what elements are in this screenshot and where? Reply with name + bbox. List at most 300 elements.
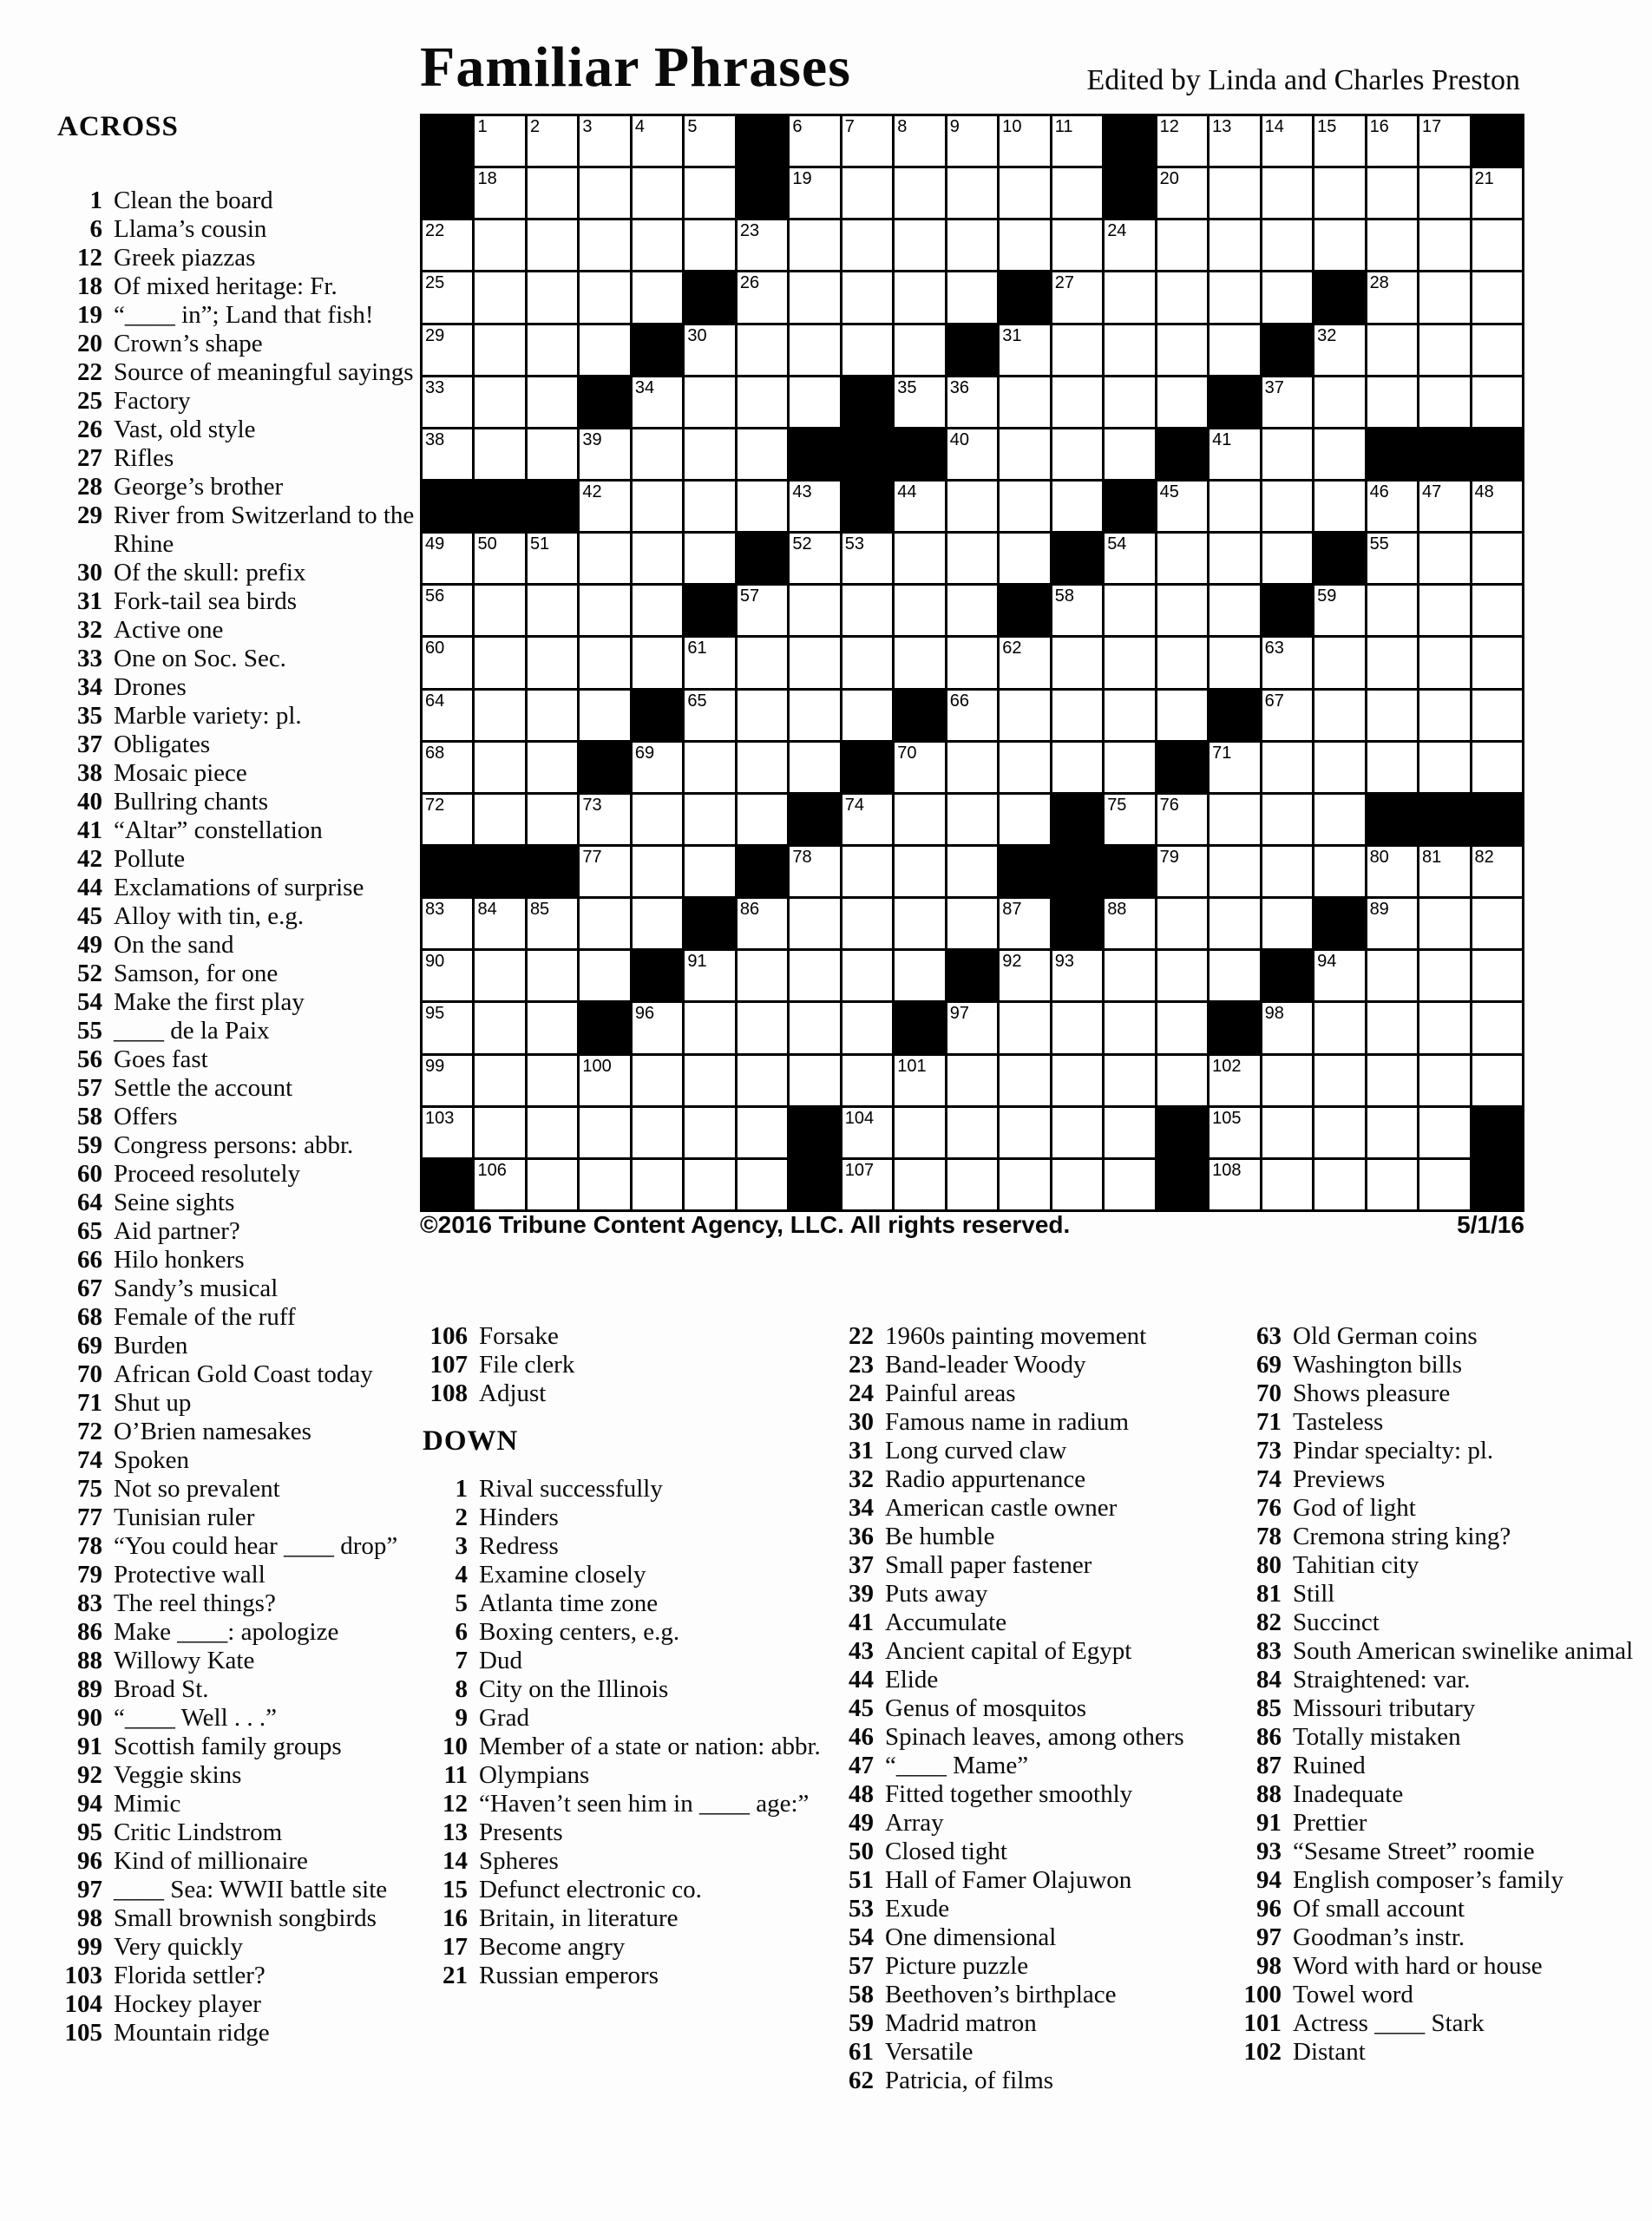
- grid-cell[interactable]: [528, 1160, 577, 1209]
- grid-cell[interactable]: [1157, 377, 1207, 427]
- grid-cell[interactable]: [1472, 272, 1522, 322]
- grid-cell[interactable]: [1105, 743, 1154, 792]
- grid-cell[interactable]: [738, 1003, 787, 1052]
- grid-cell[interactable]: [685, 325, 734, 375]
- grid-cell[interactable]: [947, 847, 997, 896]
- grid-cell[interactable]: [1367, 638, 1417, 687]
- grid-cell[interactable]: [1157, 691, 1207, 740]
- grid-cell[interactable]: [1105, 951, 1154, 1000]
- grid-cell[interactable]: [947, 1160, 997, 1209]
- grid-cell[interactable]: [895, 482, 944, 531]
- grid-cell[interactable]: [1419, 377, 1469, 427]
- grid-cell[interactable]: [1472, 743, 1522, 792]
- grid-cell[interactable]: [738, 795, 787, 844]
- grid-cell[interactable]: [475, 116, 524, 166]
- grid-cell[interactable]: [1472, 377, 1522, 427]
- grid-cell[interactable]: [738, 220, 787, 270]
- grid-cell[interactable]: [947, 795, 997, 844]
- grid-cell[interactable]: [475, 1108, 524, 1157]
- grid-cell[interactable]: [528, 743, 577, 792]
- grid-cell[interactable]: [685, 168, 734, 218]
- grid-cell[interactable]: [790, 586, 839, 635]
- grid-cell[interactable]: [738, 325, 787, 375]
- grid-cell[interactable]: [1262, 116, 1312, 166]
- grid-cell[interactable]: [1210, 168, 1259, 218]
- grid-cell[interactable]: [1105, 1056, 1154, 1105]
- grid-cell[interactable]: [1419, 482, 1469, 531]
- grid-cell[interactable]: [1314, 743, 1364, 792]
- grid-cell[interactable]: [423, 325, 472, 375]
- grid-cell[interactable]: [1157, 116, 1207, 166]
- grid-cell[interactable]: [580, 795, 629, 844]
- grid-cell[interactable]: [1052, 743, 1102, 792]
- grid-cell[interactable]: [738, 638, 787, 687]
- grid-cell[interactable]: [633, 429, 682, 479]
- grid-cell[interactable]: [1157, 899, 1207, 948]
- grid-cell[interactable]: [580, 1056, 629, 1105]
- grid-cell[interactable]: [790, 691, 839, 740]
- grid-cell[interactable]: [1472, 325, 1522, 375]
- grid-cell[interactable]: [1000, 482, 1049, 531]
- grid-cell[interactable]: [895, 220, 944, 270]
- grid-cell[interactable]: [842, 325, 892, 375]
- grid-cell[interactable]: [1105, 638, 1154, 687]
- grid-cell[interactable]: [738, 1160, 787, 1209]
- grid-cell[interactable]: [1105, 1108, 1154, 1157]
- grid-cell[interactable]: [580, 429, 629, 479]
- grid-cell[interactable]: [1105, 795, 1154, 844]
- grid-cell[interactable]: [895, 795, 944, 844]
- grid-cell[interactable]: [580, 586, 629, 635]
- grid-cell[interactable]: [895, 1108, 944, 1157]
- grid-cell[interactable]: [1157, 325, 1207, 375]
- grid-cell[interactable]: [738, 272, 787, 322]
- grid-cell[interactable]: [1262, 691, 1312, 740]
- grid-cell[interactable]: [1210, 272, 1259, 322]
- grid-cell[interactable]: [580, 951, 629, 1000]
- grid-cell[interactable]: [1367, 743, 1417, 792]
- grid-cell[interactable]: [1000, 691, 1049, 740]
- grid-cell[interactable]: [842, 272, 892, 322]
- grid-cell[interactable]: [1262, 377, 1312, 427]
- grid-cell[interactable]: [528, 534, 577, 583]
- grid-cell[interactable]: [842, 220, 892, 270]
- grid-cell[interactable]: [1210, 1108, 1259, 1157]
- grid-cell[interactable]: [947, 691, 997, 740]
- grid-cell[interactable]: [1105, 325, 1154, 375]
- grid-cell[interactable]: [895, 586, 944, 635]
- grid-cell[interactable]: [1000, 534, 1049, 583]
- grid-cell[interactable]: [1105, 377, 1154, 427]
- grid-cell[interactable]: [1314, 795, 1364, 844]
- grid-cell[interactable]: [633, 1160, 682, 1209]
- grid-cell[interactable]: [1419, 1108, 1469, 1157]
- grid-cell[interactable]: [947, 638, 997, 687]
- grid-cell[interactable]: [1210, 325, 1259, 375]
- grid-cell[interactable]: [528, 586, 577, 635]
- grid-cell[interactable]: [475, 1056, 524, 1105]
- grid-cell[interactable]: [842, 899, 892, 948]
- grid-cell[interactable]: [685, 691, 734, 740]
- grid-cell[interactable]: [1262, 534, 1312, 583]
- grid-cell[interactable]: [1367, 1056, 1417, 1105]
- grid-cell[interactable]: [633, 1056, 682, 1105]
- grid-cell[interactable]: [423, 220, 472, 270]
- grid-cell[interactable]: [790, 168, 839, 218]
- grid-cell[interactable]: [1105, 272, 1154, 322]
- grid-cell[interactable]: [1419, 691, 1469, 740]
- grid-cell[interactable]: [842, 691, 892, 740]
- grid-cell[interactable]: [842, 116, 892, 166]
- grid-cell[interactable]: [685, 116, 734, 166]
- grid-cell[interactable]: [1367, 272, 1417, 322]
- grid-cell[interactable]: [790, 116, 839, 166]
- grid-cell[interactable]: [1314, 220, 1364, 270]
- grid-cell[interactable]: [1105, 429, 1154, 479]
- grid-cell[interactable]: [790, 1003, 839, 1052]
- grid-cell[interactable]: [1262, 743, 1312, 792]
- grid-cell[interactable]: [1419, 325, 1469, 375]
- grid-cell[interactable]: [1367, 534, 1417, 583]
- grid-cell[interactable]: [895, 534, 944, 583]
- grid-cell[interactable]: [842, 1160, 892, 1209]
- grid-cell[interactable]: [1472, 168, 1522, 218]
- grid-cell[interactable]: [528, 272, 577, 322]
- grid-cell[interactable]: [423, 951, 472, 1000]
- grid-cell[interactable]: [738, 377, 787, 427]
- grid-cell[interactable]: [1210, 899, 1259, 948]
- grid-cell[interactable]: [528, 638, 577, 687]
- grid-cell[interactable]: [1314, 482, 1364, 531]
- grid-cell[interactable]: [1314, 1108, 1364, 1157]
- grid-cell[interactable]: [1314, 429, 1364, 479]
- grid-cell[interactable]: [790, 638, 839, 687]
- grid-cell[interactable]: [685, 1056, 734, 1105]
- grid-cell[interactable]: [1052, 429, 1102, 479]
- grid-cell[interactable]: [1262, 220, 1312, 270]
- grid-cell[interactable]: [423, 899, 472, 948]
- grid-cell[interactable]: [1419, 1160, 1469, 1209]
- grid-cell[interactable]: [1105, 220, 1154, 270]
- grid-cell[interactable]: [1419, 1056, 1469, 1105]
- grid-cell[interactable]: [685, 429, 734, 479]
- grid-cell[interactable]: [895, 1056, 944, 1105]
- grid-cell[interactable]: [1367, 482, 1417, 531]
- grid-cell[interactable]: [580, 899, 629, 948]
- grid-cell[interactable]: [1000, 377, 1049, 427]
- grid-cell[interactable]: [1052, 1003, 1102, 1052]
- grid-cell[interactable]: [1367, 168, 1417, 218]
- grid-cell[interactable]: [475, 1160, 524, 1209]
- grid-cell[interactable]: [1367, 1003, 1417, 1052]
- grid-cell[interactable]: [1367, 325, 1417, 375]
- grid-cell[interactable]: [1000, 795, 1049, 844]
- grid-cell[interactable]: [1157, 1056, 1207, 1105]
- grid-cell[interactable]: [1419, 168, 1469, 218]
- grid-cell[interactable]: [528, 1108, 577, 1157]
- grid-cell[interactable]: [790, 377, 839, 427]
- grid-cell[interactable]: [1052, 325, 1102, 375]
- grid-cell[interactable]: [842, 1003, 892, 1052]
- grid-cell[interactable]: [1157, 534, 1207, 583]
- grid-cell[interactable]: [528, 116, 577, 166]
- grid-cell[interactable]: [1367, 691, 1417, 740]
- grid-cell[interactable]: [1367, 899, 1417, 948]
- grid-cell[interactable]: [1210, 429, 1259, 479]
- grid-cell[interactable]: [1157, 638, 1207, 687]
- grid-cell[interactable]: [475, 220, 524, 270]
- grid-cell[interactable]: [947, 220, 997, 270]
- grid-cell[interactable]: [1419, 534, 1469, 583]
- grid-cell[interactable]: [1472, 534, 1522, 583]
- grid-cell[interactable]: [1000, 1160, 1049, 1209]
- grid-cell[interactable]: [895, 899, 944, 948]
- grid-cell[interactable]: [633, 586, 682, 635]
- grid-cell[interactable]: [1210, 482, 1259, 531]
- grid-cell[interactable]: [947, 899, 997, 948]
- grid-cell[interactable]: [1157, 482, 1207, 531]
- grid-cell[interactable]: [528, 429, 577, 479]
- grid-cell[interactable]: [1210, 951, 1259, 1000]
- grid-cell[interactable]: [580, 691, 629, 740]
- grid-cell[interactable]: [895, 377, 944, 427]
- grid-cell[interactable]: [1472, 482, 1522, 531]
- grid-cell[interactable]: [947, 377, 997, 427]
- grid-cell[interactable]: [895, 116, 944, 166]
- grid-cell[interactable]: [1210, 586, 1259, 635]
- grid-cell[interactable]: [1210, 1160, 1259, 1209]
- grid-cell[interactable]: [1262, 1056, 1312, 1105]
- grid-cell[interactable]: [423, 1108, 472, 1157]
- grid-cell[interactable]: [1210, 743, 1259, 792]
- grid-cell[interactable]: [1367, 586, 1417, 635]
- grid-cell[interactable]: [1052, 482, 1102, 531]
- grid-cell[interactable]: [790, 325, 839, 375]
- grid-cell[interactable]: [633, 847, 682, 896]
- grid-cell[interactable]: [1367, 116, 1417, 166]
- grid-cell[interactable]: [1052, 272, 1102, 322]
- grid-cell[interactable]: [1210, 847, 1259, 896]
- grid-cell[interactable]: [685, 847, 734, 896]
- grid-cell[interactable]: [633, 482, 682, 531]
- grid-cell[interactable]: [528, 325, 577, 375]
- grid-cell[interactable]: [1472, 691, 1522, 740]
- grid-cell[interactable]: [1262, 482, 1312, 531]
- grid-cell[interactable]: [842, 1108, 892, 1157]
- grid-cell[interactable]: [685, 534, 734, 583]
- grid-cell[interactable]: [1000, 429, 1049, 479]
- grid-cell[interactable]: [842, 847, 892, 896]
- grid-cell[interactable]: [475, 586, 524, 635]
- grid-cell[interactable]: [528, 1003, 577, 1052]
- grid-cell[interactable]: [1000, 1003, 1049, 1052]
- grid-cell[interactable]: [947, 482, 997, 531]
- grid-cell[interactable]: [1262, 272, 1312, 322]
- grid-cell[interactable]: [423, 272, 472, 322]
- grid-cell[interactable]: [1367, 377, 1417, 427]
- grid-cell[interactable]: [1419, 638, 1469, 687]
- grid-cell[interactable]: [1367, 847, 1417, 896]
- grid-cell[interactable]: [475, 899, 524, 948]
- grid-cell[interactable]: [738, 429, 787, 479]
- grid-cell[interactable]: [1419, 743, 1469, 792]
- grid-cell[interactable]: [1105, 1160, 1154, 1209]
- grid-cell[interactable]: [1419, 272, 1469, 322]
- grid-cell[interactable]: [475, 534, 524, 583]
- grid-cell[interactable]: [947, 534, 997, 583]
- grid-cell[interactable]: [685, 638, 734, 687]
- grid-cell[interactable]: [475, 951, 524, 1000]
- grid-cell[interactable]: [423, 1003, 472, 1052]
- grid-cell[interactable]: [895, 325, 944, 375]
- grid-cell[interactable]: [895, 272, 944, 322]
- grid-cell[interactable]: [1210, 1056, 1259, 1105]
- grid-cell[interactable]: [423, 638, 472, 687]
- grid-cell[interactable]: [895, 743, 944, 792]
- grid-cell[interactable]: [1105, 691, 1154, 740]
- grid-cell[interactable]: [1419, 1003, 1469, 1052]
- grid-cell[interactable]: [633, 272, 682, 322]
- grid-cell[interactable]: [580, 272, 629, 322]
- grid-cell[interactable]: [947, 743, 997, 792]
- grid-cell[interactable]: [738, 951, 787, 1000]
- grid-cell[interactable]: [475, 743, 524, 792]
- grid-cell[interactable]: [633, 168, 682, 218]
- grid-cell[interactable]: [633, 638, 682, 687]
- grid-cell[interactable]: [1419, 899, 1469, 948]
- grid-cell[interactable]: [947, 586, 997, 635]
- grid-cell[interactable]: [1210, 638, 1259, 687]
- grid-cell[interactable]: [1157, 847, 1207, 896]
- grid-cell[interactable]: [1262, 1160, 1312, 1209]
- grid-cell[interactable]: [1105, 1003, 1154, 1052]
- grid-cell[interactable]: [475, 691, 524, 740]
- grid-cell[interactable]: [895, 951, 944, 1000]
- grid-cell[interactable]: [1210, 534, 1259, 583]
- grid-cell[interactable]: [790, 272, 839, 322]
- grid-cell[interactable]: [947, 429, 997, 479]
- grid-cell[interactable]: [423, 586, 472, 635]
- grid-cell[interactable]: [1000, 1108, 1049, 1157]
- grid-cell[interactable]: [685, 482, 734, 531]
- grid-cell[interactable]: [1262, 429, 1312, 479]
- grid-cell[interactable]: [1000, 951, 1049, 1000]
- grid-cell[interactable]: [790, 743, 839, 792]
- grid-cell[interactable]: [1419, 847, 1469, 896]
- grid-cell[interactable]: [633, 899, 682, 948]
- grid-cell[interactable]: [685, 795, 734, 844]
- grid-cell[interactable]: [475, 377, 524, 427]
- grid-cell[interactable]: [790, 951, 839, 1000]
- grid-cell[interactable]: [633, 534, 682, 583]
- grid-cell[interactable]: [1210, 116, 1259, 166]
- grid-cell[interactable]: [1314, 325, 1364, 375]
- grid-cell[interactable]: [580, 638, 629, 687]
- grid-cell[interactable]: [895, 1160, 944, 1209]
- grid-cell[interactable]: [1157, 220, 1207, 270]
- grid-cell[interactable]: [1419, 586, 1469, 635]
- grid-cell[interactable]: [895, 847, 944, 896]
- grid-cell[interactable]: [1052, 1108, 1102, 1157]
- grid-cell[interactable]: [528, 1056, 577, 1105]
- grid-cell[interactable]: [1000, 220, 1049, 270]
- grid-cell[interactable]: [1262, 168, 1312, 218]
- grid-cell[interactable]: [1314, 1160, 1364, 1209]
- grid-cell[interactable]: [1000, 743, 1049, 792]
- grid-cell[interactable]: [580, 116, 629, 166]
- grid-cell[interactable]: [738, 1108, 787, 1157]
- grid-cell[interactable]: [842, 795, 892, 844]
- grid-cell[interactable]: [423, 1056, 472, 1105]
- grid-cell[interactable]: [580, 220, 629, 270]
- grid-cell[interactable]: [528, 795, 577, 844]
- grid-cell[interactable]: [1314, 168, 1364, 218]
- grid-cell[interactable]: [1472, 638, 1522, 687]
- grid-cell[interactable]: [1157, 586, 1207, 635]
- grid-cell[interactable]: [475, 272, 524, 322]
- grid-cell[interactable]: [1157, 1003, 1207, 1052]
- grid-cell[interactable]: [633, 1003, 682, 1052]
- grid-cell[interactable]: [738, 1056, 787, 1105]
- grid-cell[interactable]: [1157, 795, 1207, 844]
- grid-cell[interactable]: [790, 220, 839, 270]
- grid-cell[interactable]: [790, 482, 839, 531]
- grid-cell[interactable]: [842, 534, 892, 583]
- grid-cell[interactable]: [475, 1003, 524, 1052]
- grid-cell[interactable]: [1367, 1160, 1417, 1209]
- grid-cell[interactable]: [1052, 168, 1102, 218]
- grid-cell[interactable]: [685, 377, 734, 427]
- grid-cell[interactable]: [1367, 1108, 1417, 1157]
- grid-cell[interactable]: [1052, 586, 1102, 635]
- grid-cell[interactable]: [1472, 1056, 1522, 1105]
- grid-cell[interactable]: [1105, 586, 1154, 635]
- grid-cell[interactable]: [1000, 325, 1049, 375]
- grid-cell[interactable]: [423, 795, 472, 844]
- grid-cell[interactable]: [1419, 220, 1469, 270]
- grid-cell[interactable]: [1210, 795, 1259, 844]
- grid-cell[interactable]: [790, 899, 839, 948]
- grid-cell[interactable]: [1052, 1056, 1102, 1105]
- grid-cell[interactable]: [1157, 168, 1207, 218]
- grid-cell[interactable]: [1472, 1003, 1522, 1052]
- grid-cell[interactable]: [1052, 1160, 1102, 1209]
- grid-cell[interactable]: [580, 168, 629, 218]
- grid-cell[interactable]: [1157, 272, 1207, 322]
- grid-cell[interactable]: [1052, 116, 1102, 166]
- grid-cell[interactable]: [1314, 1003, 1364, 1052]
- grid-cell[interactable]: [1472, 847, 1522, 896]
- grid-cell[interactable]: [580, 482, 629, 531]
- grid-cell[interactable]: [580, 534, 629, 583]
- grid-cell[interactable]: [738, 743, 787, 792]
- grid-cell[interactable]: [685, 1003, 734, 1052]
- grid-cell[interactable]: [580, 325, 629, 375]
- grid-cell[interactable]: [790, 1056, 839, 1105]
- grid-cell[interactable]: [1000, 168, 1049, 218]
- grid-cell[interactable]: [947, 1003, 997, 1052]
- grid-cell[interactable]: [1419, 951, 1469, 1000]
- grid-cell[interactable]: [738, 586, 787, 635]
- grid-cell[interactable]: [947, 168, 997, 218]
- grid-cell[interactable]: [475, 325, 524, 375]
- grid-cell[interactable]: [1052, 638, 1102, 687]
- grid-cell[interactable]: [1052, 220, 1102, 270]
- grid-cell[interactable]: [1262, 899, 1312, 948]
- grid-cell[interactable]: [528, 899, 577, 948]
- grid-cell[interactable]: [580, 1108, 629, 1157]
- grid-cell[interactable]: [1419, 116, 1469, 166]
